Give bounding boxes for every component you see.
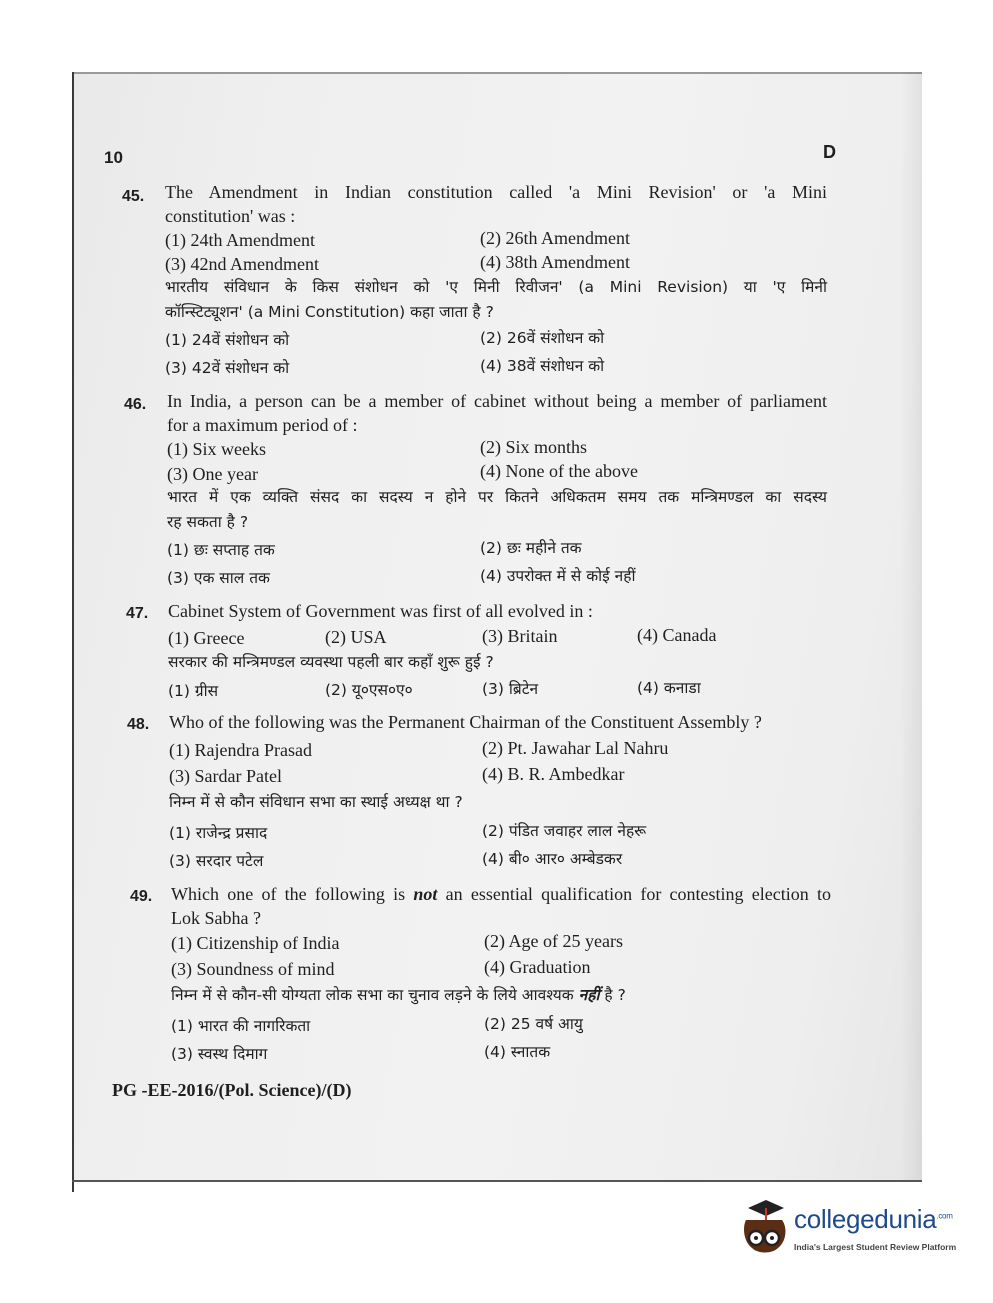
question-number: 47. xyxy=(126,605,149,622)
option-hi: (2) 26वें संशोधन को xyxy=(480,329,605,347)
question-text-en: In India, a person can be a member of cabinet without being a member of parliament xyxy=(167,391,827,411)
question-text-hi: भारतीय संविधान के किस संशोधन को 'ए मिनी रिवीजन' (a Mini Revision) या 'ए मिनी xyxy=(165,278,827,296)
option-en: (2) USA xyxy=(325,627,387,647)
option-hi: (1) छः सप्ताह तक xyxy=(167,541,275,559)
option-en: (4) None of the above xyxy=(480,461,638,481)
brand-tagline: India's Largest Student Review Platform xyxy=(794,1242,957,1252)
series-code: D xyxy=(823,142,836,162)
option-hi: (1) राजेन्द्र प्रसाद xyxy=(169,824,268,842)
question-number: 49. xyxy=(130,888,153,905)
option-en: (1) Rajendra Prasad xyxy=(169,740,312,760)
option-hi: (3) ब्रिटेन xyxy=(482,680,539,698)
question-text-en: Lok Sabha ? xyxy=(171,908,261,928)
option-hi: (3) एक साल तक xyxy=(167,569,270,587)
question-text-hi: भारत में एक व्यक्ति संसद का सदस्य न होने पर कितने अधिकतम समय तक मन्त्रिमण्डल का सदस्य xyxy=(167,488,827,506)
student-mascot-icon xyxy=(736,1198,792,1258)
option-hi: (4) 38वें संशोधन को xyxy=(480,357,605,375)
question-number: 45. xyxy=(122,188,145,205)
emphasis-nahin: नहीं xyxy=(578,986,600,1004)
question-text-hi: सरकार की मन्त्रिमण्डल व्यवस्था पहली बार कहाँ शुरू हुई ? xyxy=(168,653,494,671)
option-hi: (4) कनाडा xyxy=(637,679,701,697)
question-text-en: The Amendment in Indian constitution called 'a Mini Revision' or 'a Mini xyxy=(165,182,827,202)
option-hi: (1) 24वें संशोधन को xyxy=(165,331,290,349)
question-text-en: Who of the following was the Permanent Chairman of the Constituent Assembly ? xyxy=(169,712,762,732)
option-hi: (4) बी० आर० अम्बेडकर xyxy=(482,850,623,868)
question-text-en: Which one of the following is not an essential qualification for contesting election to xyxy=(171,884,831,904)
option-en: (4) Graduation xyxy=(484,957,591,977)
option-hi: (2) पंडित जवाहर लाल नेहरू xyxy=(482,822,647,840)
option-en: (4) 38th Amendment xyxy=(480,252,630,272)
option-hi: (3) सरदार पटेल xyxy=(169,852,264,870)
question-text-hi: निम्न में से कौन-सी योग्यता लोक सभा का चुनाव लड़ने के लिये आवश्यक नहीं है ? xyxy=(171,986,626,1004)
option-hi: (3) 42वें संशोधन को xyxy=(165,359,290,377)
page-bottom-edge xyxy=(72,1180,922,1182)
option-en: (2) Age of 25 years xyxy=(484,931,623,951)
question-text-hi: निम्न में से कौन संविधान सभा का स्थाई अध्यक्ष था ? xyxy=(169,793,463,811)
option-en: (1) 24th Amendment xyxy=(165,230,315,250)
option-hi: (2) छः महीने तक xyxy=(480,539,582,557)
option-hi: (4) स्नातक xyxy=(484,1043,551,1061)
option-en: (1) Citizenship of India xyxy=(171,933,340,953)
page-left-edge xyxy=(72,72,74,1192)
option-en: (3) 42nd Amendment xyxy=(165,254,319,274)
option-en: (3) Soundness of mind xyxy=(171,959,335,979)
option-en: (2) Pt. Jawahar Lal Nahru xyxy=(482,738,669,758)
option-en: (1) Greece xyxy=(168,628,245,648)
question-number: 46. xyxy=(124,396,147,413)
question-text-en: Cabinet System of Government was first of all evolved in : xyxy=(168,601,593,621)
option-en: (3) Sardar Patel xyxy=(169,766,282,786)
option-en: (4) B. R. Ambedkar xyxy=(482,764,625,784)
question-text-en: constitution' was : xyxy=(165,206,296,226)
option-en: (3) Britain xyxy=(482,626,558,646)
question-text-en: for a maximum period of : xyxy=(167,415,358,435)
option-en: (1) Six weeks xyxy=(167,439,266,459)
option-hi: (2) यू०एस०ए० xyxy=(325,681,413,699)
brand-name: collegedunia$^{.com}$ xyxy=(794,1204,953,1234)
option-en: (3) One year xyxy=(167,464,258,484)
option-hi: (1) ग्रीस xyxy=(168,682,219,700)
option-hi: (1) भारत की नागरिकता xyxy=(171,1017,311,1035)
option-hi: (3) स्वस्थ दिमाग xyxy=(171,1045,268,1063)
option-hi: (2) 25 वर्ष आयु xyxy=(484,1015,583,1033)
page-edge-shadow xyxy=(900,72,922,1180)
paper-code: PG -EE-2016/(Pol. Science)/(D) xyxy=(112,1080,352,1100)
option-hi: (4) उपरोक्त में से कोई नहीं xyxy=(480,567,636,585)
option-en: (2) Six months xyxy=(480,437,588,457)
question-text-hi: कॉन्स्टिट्यूशन' (a Mini Constitution) कहा जाता है ? xyxy=(165,303,494,321)
emphasis-not: not xyxy=(413,884,438,904)
question-number: 48. xyxy=(127,716,150,733)
option-en: (2) 26th Amendment xyxy=(480,228,630,248)
collegedunia-logo xyxy=(736,1196,966,1266)
page-number: 10 xyxy=(104,148,123,167)
option-en: (4) Canada xyxy=(637,625,717,645)
question-text-hi: रह सकता है ? xyxy=(167,513,249,531)
